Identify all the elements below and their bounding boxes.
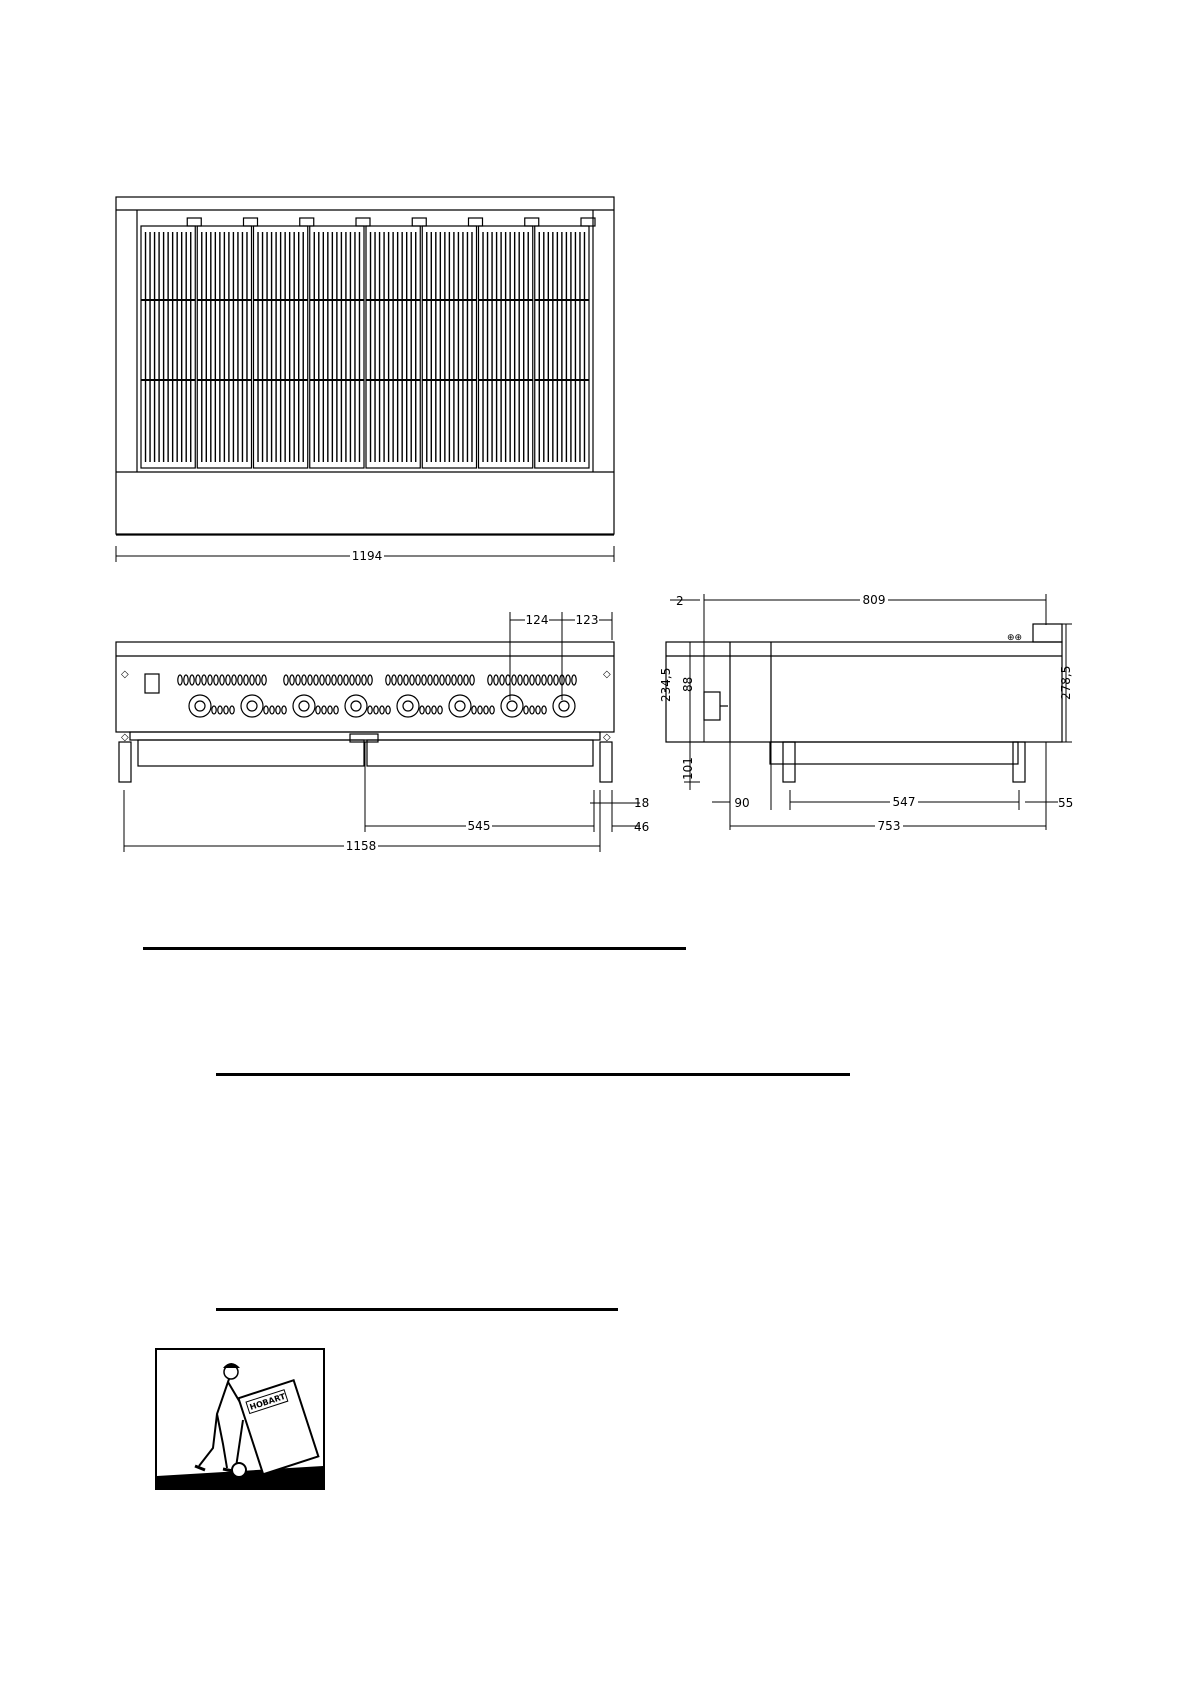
- vent-slot: [542, 706, 546, 714]
- vent-slot: [432, 706, 436, 714]
- grill-grates: [141, 218, 595, 468]
- vent-slot: [256, 675, 260, 685]
- control-knob: [241, 695, 263, 717]
- grate-clip: [300, 218, 314, 226]
- svg-text:278,5: 278,5: [1059, 665, 1073, 700]
- vent-slot: [178, 675, 182, 685]
- vent-slot: [368, 706, 372, 714]
- vent-slot: [428, 675, 432, 685]
- corner-mark: ◇: [121, 669, 129, 680]
- control-knob-center: [455, 701, 465, 711]
- control-knob-center: [195, 701, 205, 711]
- vent-slot: [308, 675, 312, 685]
- vent-slot: [334, 706, 338, 714]
- svg-text:123: 123: [575, 613, 599, 627]
- grate-clip: [525, 218, 539, 226]
- carton-logo: HOBART: [248, 1391, 287, 1412]
- vent-slot: [338, 675, 342, 685]
- svg-text:90: 90: [734, 796, 750, 810]
- top-view: [116, 197, 614, 535]
- side-view: [666, 624, 1062, 782]
- svg-text:101: 101: [681, 757, 695, 780]
- vent-slot: [276, 706, 280, 714]
- vent-slot: [554, 675, 558, 685]
- dim-top-width: [116, 546, 614, 563]
- vent-slot: [322, 706, 326, 714]
- vent-slot: [410, 675, 414, 685]
- vent-slot: [530, 706, 534, 714]
- grate-clip: [187, 218, 201, 226]
- corner-mark: ◇: [121, 732, 129, 743]
- control-knob-center: [351, 701, 361, 711]
- vent-slot: [328, 706, 332, 714]
- vent-slot: [214, 675, 218, 685]
- vent-slot: [284, 675, 288, 685]
- svg-text:809: 809: [862, 593, 886, 607]
- vent-slot: [270, 706, 274, 714]
- control-knob-center: [507, 701, 517, 711]
- vent-slot: [386, 675, 390, 685]
- vent-slot: [416, 675, 420, 685]
- vent-slot: [536, 675, 540, 685]
- vent-slot: [350, 675, 354, 685]
- control-knob-center: [299, 701, 309, 711]
- control-knob: [293, 695, 315, 717]
- transport-illustration: [155, 1348, 325, 1490]
- vent-slot: [314, 675, 318, 685]
- corner-mark: ◇: [603, 732, 611, 743]
- vent-slot: [230, 706, 234, 714]
- vent-slot: [282, 706, 286, 714]
- svg-text:55: 55: [1058, 796, 1074, 810]
- control-knob: [189, 695, 211, 717]
- vent-slot: [316, 706, 320, 714]
- svg-text:46: 46: [634, 820, 650, 834]
- svg-text:545: 545: [467, 819, 491, 833]
- vent-slot: [420, 706, 424, 714]
- vent-slot: [530, 675, 534, 685]
- svg-text:18: 18: [634, 796, 650, 810]
- vent-slot: [422, 675, 426, 685]
- vent-slot: [458, 675, 462, 685]
- svg-text:2: 2: [676, 594, 684, 608]
- vent-slot: [572, 675, 576, 685]
- vent-slot: [426, 706, 430, 714]
- vent-slot: [368, 675, 372, 685]
- vent-slot: [524, 675, 528, 685]
- vent-slot: [262, 675, 266, 685]
- vent-slot: [226, 675, 230, 685]
- control-knob-center: [559, 701, 569, 711]
- vent-slot: [232, 675, 236, 685]
- vent-slot: [548, 675, 552, 685]
- vent-slot: [290, 675, 294, 685]
- grate-clip: [469, 218, 483, 226]
- vent-slot: [208, 675, 212, 685]
- vent-slot: [512, 675, 516, 685]
- vent-slot: [224, 706, 228, 714]
- vent-slot: [440, 675, 444, 685]
- vent-slot: [464, 675, 468, 685]
- heading-rule-2: [216, 1073, 850, 1076]
- vent-slot: [500, 675, 504, 685]
- grate-clip: [412, 218, 426, 226]
- vent-slot: [196, 675, 200, 685]
- control-knob-center: [403, 701, 413, 711]
- vent-slot: [326, 675, 330, 685]
- vent-slot: [238, 675, 242, 685]
- vent-slot: [524, 706, 528, 714]
- vent-slot: [190, 675, 194, 685]
- vent-slot: [220, 675, 224, 685]
- vent-slot: [386, 706, 390, 714]
- control-knob: [397, 695, 419, 717]
- grate-clip: [356, 218, 370, 226]
- vent-slot: [380, 706, 384, 714]
- vent-slot: [392, 675, 396, 685]
- vent-slot: [434, 675, 438, 685]
- vent-slot: [494, 675, 498, 685]
- vent-slot: [452, 675, 456, 685]
- control-knob-center: [247, 701, 257, 711]
- control-knob: [449, 695, 471, 717]
- vent-slot: [404, 675, 408, 685]
- vent-slot: [320, 675, 324, 685]
- svg-text:234,5: 234,5: [659, 667, 673, 702]
- vent-slot: [362, 675, 366, 685]
- vent-slot: [542, 675, 546, 685]
- vent-slot: [488, 675, 492, 685]
- vent-slot: [490, 706, 494, 714]
- vent-slot: [536, 706, 540, 714]
- vent-slot: [438, 706, 442, 714]
- vent-slot: [202, 675, 206, 685]
- vent-slot: [398, 675, 402, 685]
- vent-slot: [472, 706, 476, 714]
- vent-slot: [484, 706, 488, 714]
- vent-slot: [470, 675, 474, 685]
- vent-slot: [344, 675, 348, 685]
- svg-text:124: 124: [525, 613, 549, 627]
- vent-slot: [332, 675, 336, 685]
- vent-slot: [302, 675, 306, 685]
- vent-slot: [356, 675, 360, 685]
- control-knob: [553, 695, 575, 717]
- vent-slot: [264, 706, 268, 714]
- vent-slot: [446, 675, 450, 685]
- svg-text:⊕⊕: ⊕⊕: [1007, 633, 1023, 643]
- heading-rule-1: [143, 947, 686, 950]
- vent-slot: [212, 706, 216, 714]
- control-knob: [501, 695, 523, 717]
- svg-text:1158: 1158: [345, 839, 377, 853]
- vent-slot: [296, 675, 300, 685]
- heading-rule-3: [216, 1308, 618, 1311]
- vent-slot: [184, 675, 188, 685]
- control-knob: [345, 695, 367, 717]
- svg-text:753: 753: [877, 819, 901, 833]
- vent-slot: [374, 706, 378, 714]
- vent-slot: [218, 706, 222, 714]
- svg-text:88: 88: [681, 676, 695, 692]
- vent-slot: [518, 675, 522, 685]
- vent-slot: [478, 706, 482, 714]
- vent-slot: [250, 675, 254, 685]
- vent-slot: [566, 675, 570, 685]
- svg-text:547: 547: [892, 795, 916, 809]
- grate-clip: [244, 218, 258, 226]
- label-1194: 1194: [351, 549, 383, 563]
- side-dim-labels: [659, 593, 1073, 833]
- vent-slot: [244, 675, 248, 685]
- corner-mark: ◇: [603, 669, 611, 680]
